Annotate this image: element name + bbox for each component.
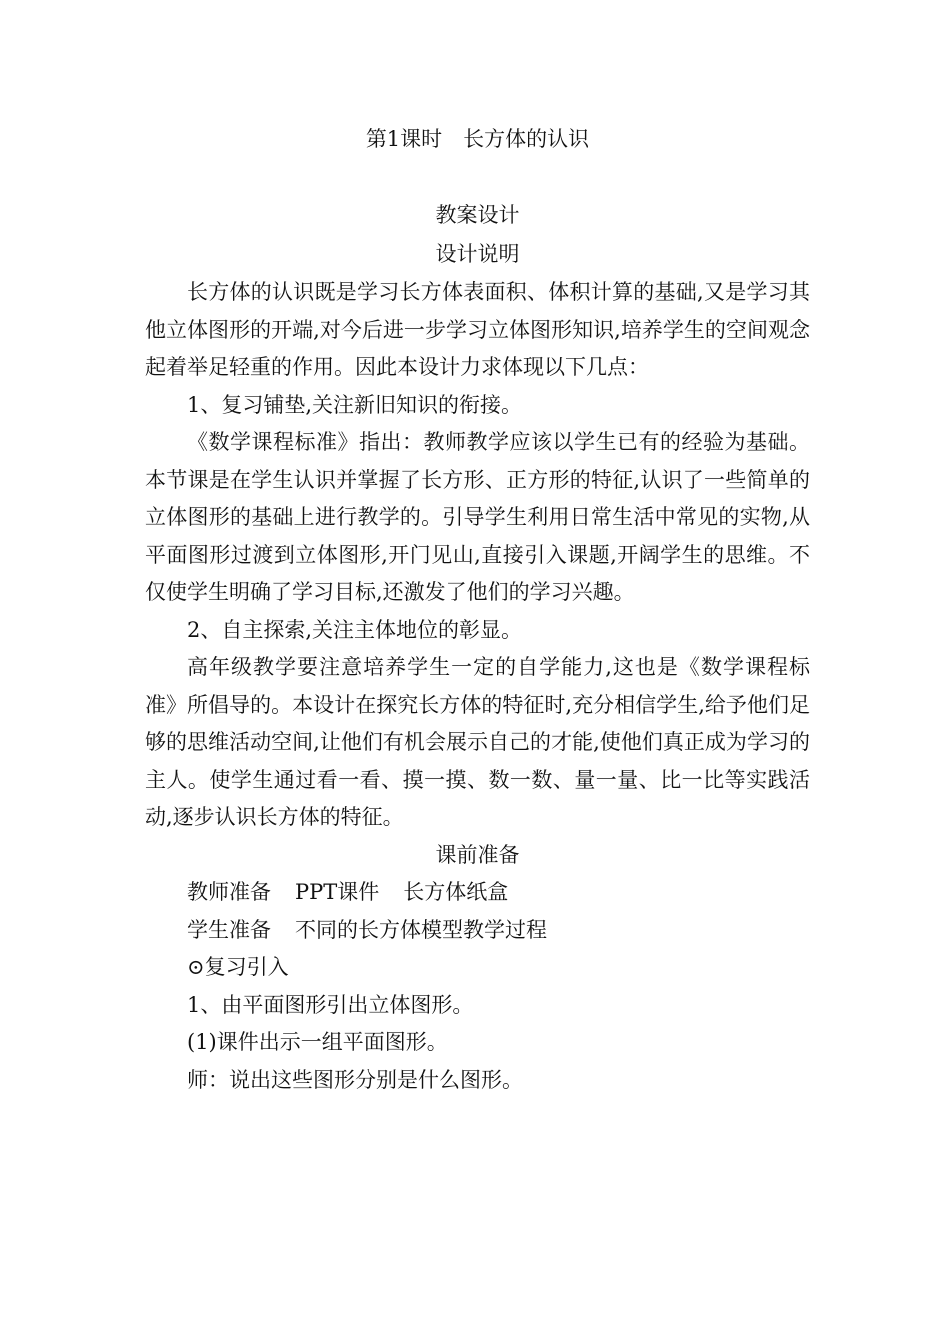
section-heading-prep: 课前准备: [435, 842, 520, 867]
step1: 1、由平面图形引出立体图形。: [187, 992, 474, 1017]
teacher-line: 师：说出这些图形分别是什么图形。: [187, 1067, 523, 1092]
teacher-prep-label: 教师准备: [187, 880, 271, 904]
teacher-prep-item2: 长方体纸盒: [403, 880, 509, 904]
review-heading: ⊙复习引入: [187, 955, 289, 979]
main-text: [145, 274, 810, 1099]
point1-body: 《数学课程标准》指出：教师教学应该以学生已有的经验为基础。本节课是在学生认识并掌握了长方形、正方形的特征,认识了一些简单的立体图形的基础上进行教学的。引导学生利用日常生活中常见的实物,从平面图形过渡到立体图形,开门见山,直接引入课题,开阔学生的思维。不仅使学生明确了学习目标,还激发了他们的学习兴趣。: [145, 430, 810, 604]
section-heading-notes: 设计说明: [435, 242, 520, 266]
header-block: [145, 197, 810, 273]
point1-heading: 1、复习铺垫,关注新旧知识的衔接。: [187, 392, 523, 417]
lesson-title: 第1课时 长方体的认识: [365, 127, 590, 151]
point2-heading: 2、自主探索,关注主体地位的彰显。: [187, 617, 523, 642]
student-prep-label: 学生准备: [187, 917, 271, 942]
intro-paragraph: 长方体的认识既是学习长方体表面积、体积计算的基础,又是学习其他立体图形的开端,对今后进一步学习立体图形知识,培养学生的空间观念起着举足轻重的作用。因此本设计力求体现以下几点：: [145, 280, 810, 379]
step1-sub1: (1)课件出示一组平面图形。: [187, 1030, 448, 1054]
teacher-prep-item1: PPT课件: [295, 880, 380, 904]
student-prep-item: 不同的长方体模型教学过程: [295, 917, 547, 942]
section-heading-design: 教案设计: [435, 203, 520, 227]
point2-body: 高年级教学要注意培养学生一定的自学能力,这也是《数学课程标准》所倡导的。本设计在探究长方体的特征时,充分相信学生,给予他们足够的思维活动空间,让他们有机会展示自己的才能,使他们真正成为学习的主人。使学生通过看一看、摸一摸、数一数、量一量、比一比等实践活动,逐步认识长方体的特征。: [145, 655, 810, 829]
student-prep: [145, 912, 810, 950]
title-block: [145, 121, 810, 158]
teacher-prep: [145, 874, 810, 912]
